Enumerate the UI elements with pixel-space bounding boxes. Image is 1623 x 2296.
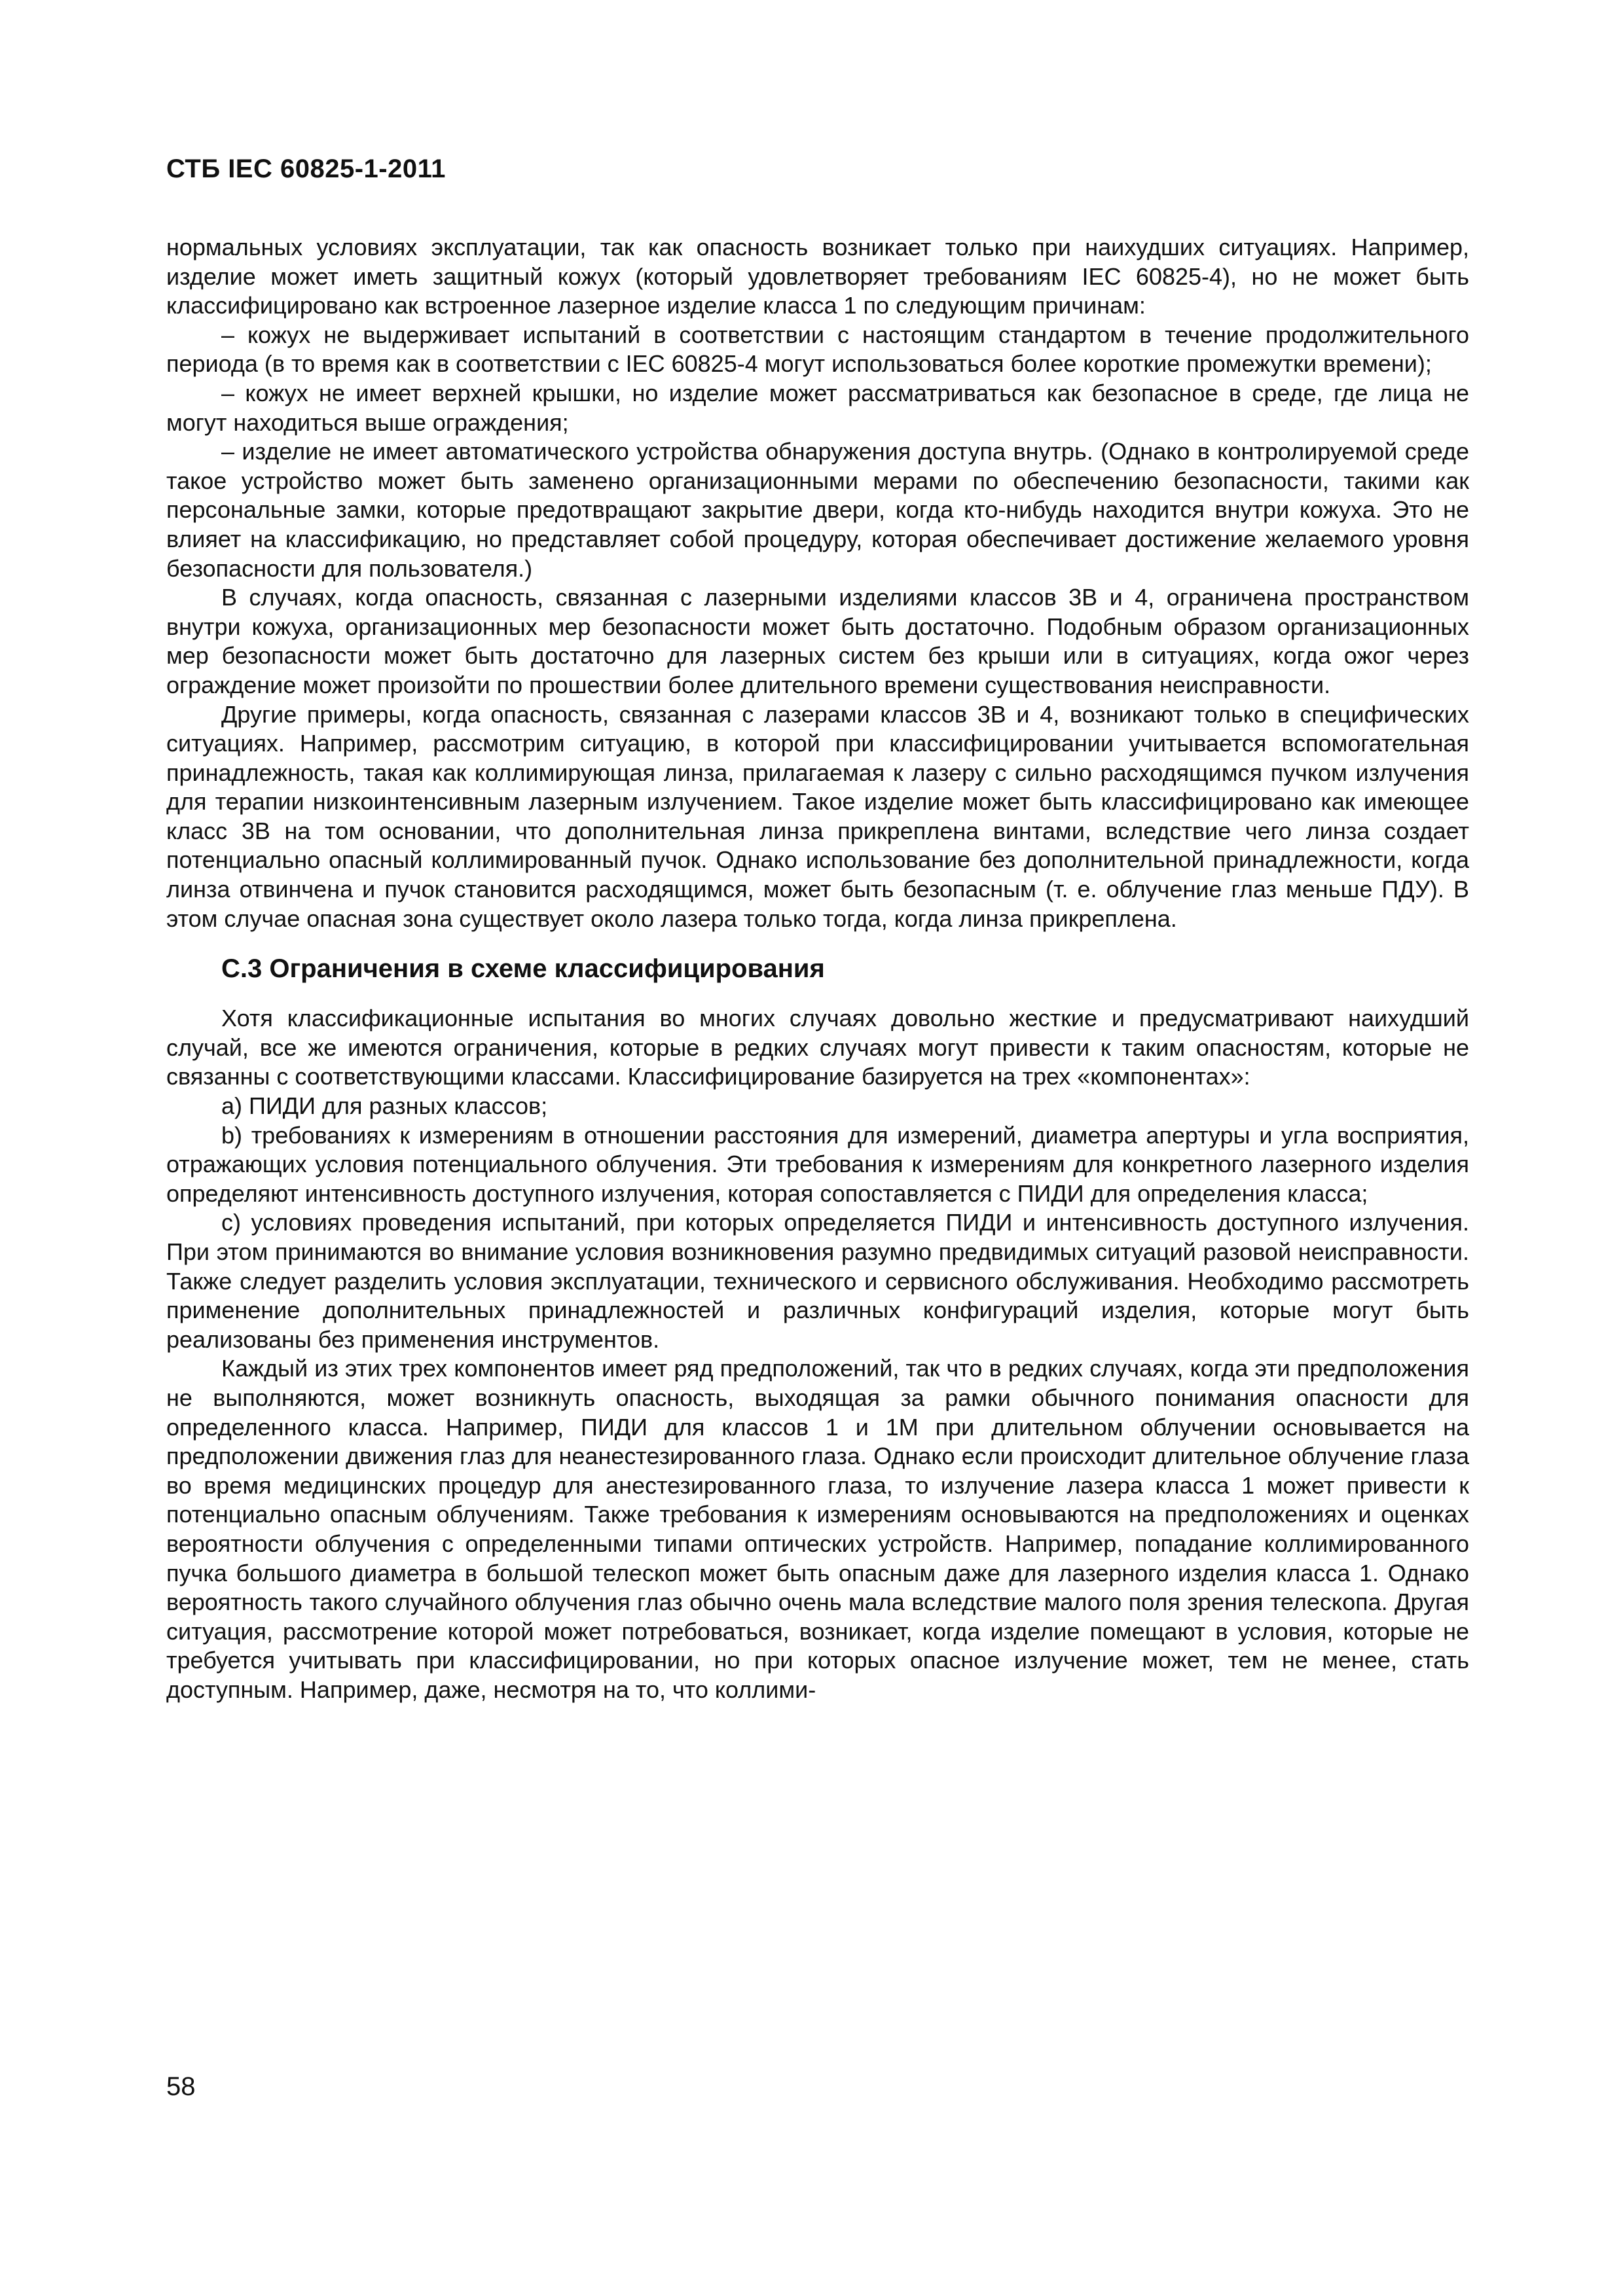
paragraph-continuation: нормальных условиях эксплуатации, так как опасность возникает только при наихудших ситуациях. Например, изделие может иметь защитный кожух (который удовлетворяет требованиям IEC 60825-4), но не может быть классифицировано как встроенное лазерное изделие класса 1 по следующим причинам: (166, 234, 1469, 319)
list-item-a: a) ПИДИ для разных классов; (221, 1092, 548, 1120)
list-item-no-top-cover: – кожух не имеет верхней крышки, но изделие может рассматриваться как безопасное в среде, где лица не могут находиться выше ограждения; (166, 379, 1469, 436)
list-item-b: b) требованиях к измерениям в отношении расстояния для измерений, диаметра апертуры и угла восприятия, отражающих условия потенциального облучения. Эти требования к измерениям для конкретного лазерного изделия определяют интенсивность доступного излучения, которая сопоставляется с ПИДИ для определения класса; (166, 1121, 1469, 1207)
list-item-c: c) условиях проведения испытаний, при которых определяется ПИДИ и интенсивность доступного излучения. При этом принимаются во внимание условия возникновения разумно предвидимых ситуаций разовой неисправности. Также следует разделить условия эксплуатации, технического и сервисного обслуживания. Необходимо рассмотреть применение дополнительных принадлежностей и различных конфигураций изделия, которые могут быть реализованы без применения инструментов. (166, 1209, 1469, 1353)
paragraph-organizational-measures: В случаях, когда опасность, связанная с лазерными изделиями классов 3B и 4, ограничена пространством внутри кожуха, организационных мер безопасности может быть достаточно. Подобным образом организационных мер безопасности может быть достаточно для лазерных систем без крыши или в ситуациях, когда ожог через ограждение может произойти по прошествии более длительного времени существования неисправности. (166, 584, 1469, 698)
page-number: 58 (166, 2072, 196, 2101)
paragraph-assumptions: Каждый из этих трех компонентов имеет ряд предположений, так что в редких случаях, когда эти предположения не выполняются, может возникнуть опасность, выходящая за рамки обычного понимания опасности для определенного класса. Например, ПИДИ для классов 1 и 1M при длительном облучении основывается на предположении движения глаз для неанестезированного глаза. Однако если происходит длительное облучение глаза во время медицинских процедур для анестезированного глаза, то излучение лазера класса 1 может привести к потенциально опасным облучениям. Также требования к измерениям основываются на предположениях и оценках вероятности облучения с определенными типами оптических устройств. Например, попадание коллимированного пучка большого диаметра в большой телескоп может быть опасным даже для лазерного изделия класса 1. Однако вероятность такого случайного облучения глаз обычно очень мала вследствие малого поля зрения телескопа. Другая ситуация, рассмотрение которой может потребоваться, возникает, когда изделие помещают в условия, которые не требуется учитывать при классифицировании, но при которых опасное излучение может, тем не менее, стать доступным. Например, даже, несмотря на то, что коллими- (166, 1355, 1469, 1703)
paragraph-other-examples: Другие примеры, когда опасность, связанная с лазерами классов 3B и 4, возникают только в специфических ситуациях. Например, рассмотрим ситуацию, в которой при классифицировании учитывается вспомогательная принадлежность, такая как коллимирующая линза, прилагаемая к лазеру с сильно расходящимся пучком излучения для терапии низкоинтенсивным лазерным излучением. Такое изделие может быть классифицировано как имеющее класс 3B на том основании, что дополнительная линза прикреплена винтами, вследствие чего линза создает потенциально опасный коллимированный пучок. Однако использование без дополнительной принадлежности, когда линза отвинчена и пучок становится расходящимся, может быть безопасным (т. е. облучение глаз меньше ПДУ). В этом случае опасная зона существует около лазера только тогда, когда линза прикреплена. (166, 700, 1469, 932)
list-item-casing-test: – кожух не выдерживает испытаний в соответствии с настоящим стандартом в течение продолжительного периода (в то время как в соответствии с IEC 60825-4 могут использоваться более короткие промежутки времени); (166, 321, 1469, 378)
section-title: С.3 Ограничения в схеме классифицирования (221, 954, 825, 984)
paragraph-classification-limits: Хотя классификационные испытания во многих случаях довольно жесткие и предусматривают наихудший случай, все же имеются ограничения, которые в редких случаях могут привести к таким опасностям, которые не связанны с соответствующими классами. Классифицирование базируется на трех «компонентах»: (166, 1005, 1469, 1090)
standard-header: СТБ IEC 60825-1-2011 (166, 154, 446, 183)
document-body (166, 233, 1469, 1705)
list-item-no-access-detection: – изделие не имеет автоматического устройства обнаружения доступа внутрь. (Однако в контролируемой среде такое устройство может быть заменено организационными мерами по обеспечению безопасности, такими как персональные замки, которые предотвращают закрытие двери, когда кто-нибудь находится внутри кожуха. Это не влияет на классификацию, но представляет собой процедуру, которая обеспечивает достижение желаемого уровня безопасности для пользователя.) (166, 438, 1469, 582)
